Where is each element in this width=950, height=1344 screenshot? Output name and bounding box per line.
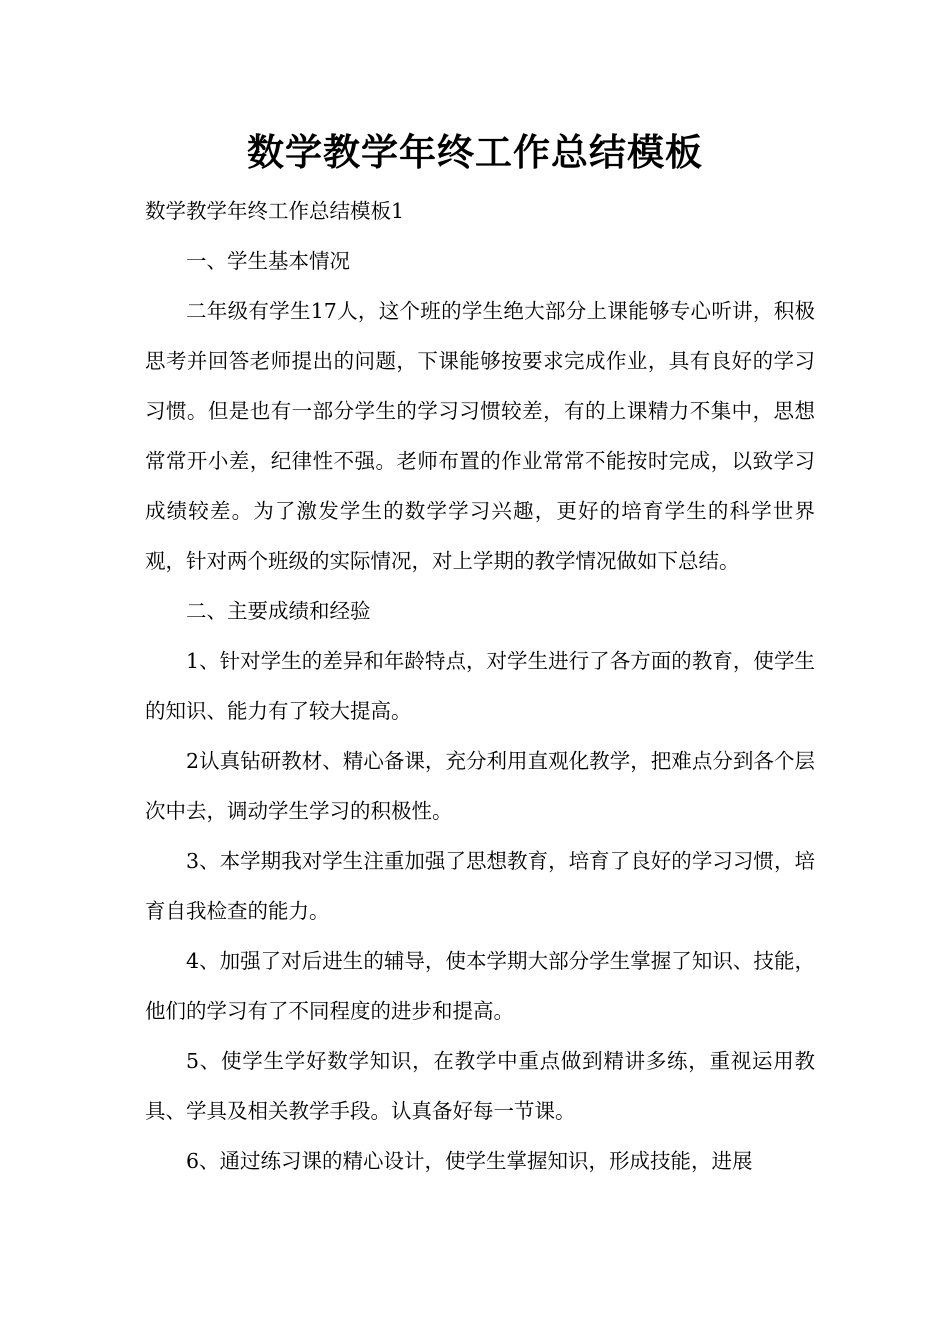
document-title: 数学教学年终工作总结模板	[247, 131, 703, 174]
paragraph: 2认真钻研教材、精心备课，充分利用直观化教学，把难点分到各个层次中去，调动学生学习的积极性。	[145, 749, 815, 823]
paragraph: 5、使学生学好数学知识，在教学中重点做到精讲多练，重视运用教具、学具及相关教学手段。认真备好每一节课。	[145, 1049, 815, 1123]
paragraph: 1、针对学生的差异和年龄特点，对学生进行了各方面的教育，使学生的知识、能力有了较大提高。	[145, 649, 815, 723]
paragraph: 二年级有学生17人，这个班的学生绝大部分上课能够专心听讲，积极思考并回答老师提出的问题，下课能够按要求完成作业，具有良好的学习习惯。但是也有一部分学生的学习习惯较差，有的上课精力不集中，思想常常开小差，纪律性不强。老师布置的作业常常不能按时完成，以致学习成绩较差。为了激发学生的数学学习兴趣，更好的培育学生的科学世界观，针对两个班级的实际情况，对上学期的教学情况做如下总结。	[145, 299, 815, 573]
paragraph: 3、本学期我对学生注重加强了思想教育，培育了良好的学习习惯，培育自我检查的能力。	[145, 849, 815, 923]
paragraph: 二、主要成绩和经验	[186, 599, 371, 623]
paragraph: 6、通过练习课的精心设计，使学生掌握知识，形成技能，进展	[186, 1149, 753, 1173]
paragraph: 数学教学年终工作总结模板1	[145, 199, 405, 223]
paragraph: 4、加强了对后进生的辅导，使本学期大部分学生掌握了知识、技能，他们的学习有了不同程度的进步和提高。	[145, 949, 815, 1023]
document-body	[145, 186, 815, 1186]
paragraph: 一、学生基本情况	[186, 249, 350, 273]
